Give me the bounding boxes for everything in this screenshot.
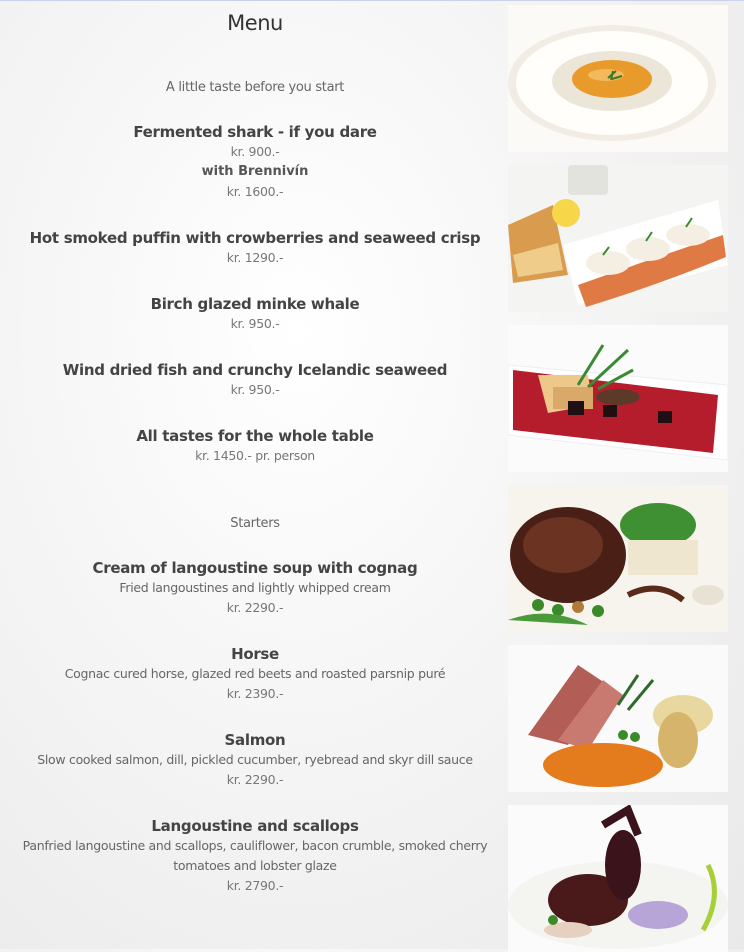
carpaccio-photo xyxy=(508,325,728,472)
soup-photo xyxy=(508,5,728,152)
dish-price: kr. 2290.- xyxy=(226,772,284,787)
menu-item-salmon xyxy=(10,730,500,790)
dish-option-name: with Brennivín xyxy=(201,164,309,179)
section-heading-starters: Starters xyxy=(230,516,280,531)
menu-item-langoustine-scallops xyxy=(10,816,500,896)
page-title: Menu xyxy=(227,11,283,35)
dish-description: Panfried langoustine and scallops, cauliflower, bacon crumble, smoked cherry tomatoes and lobster glaze xyxy=(22,838,488,873)
horse-photo xyxy=(508,645,728,792)
section-heading-before-start: A little taste before you start xyxy=(165,80,345,95)
dish-name: Wind dried fish and crunchy Icelandic seaweed xyxy=(62,361,448,379)
dish-name: Salmon xyxy=(224,731,286,749)
dish-name: Birch glazed minke whale xyxy=(150,295,360,313)
menu-item-wind-dried-fish xyxy=(10,360,500,400)
dish-description: Fried langoustines and lightly whipped cream xyxy=(119,580,391,595)
dish-name: Horse xyxy=(231,645,279,663)
top-border xyxy=(0,0,744,1)
menu-item-fermented-shark xyxy=(10,122,500,202)
dish-price: kr. 950.- xyxy=(230,382,280,397)
platter-photo xyxy=(508,165,728,312)
menu-item-horse xyxy=(10,644,500,704)
dish-price: kr. 1290.- xyxy=(226,250,284,265)
dish-name: Hot smoked puffin with crowberries and seaweed crisp xyxy=(29,229,481,247)
dish-price: kr. 950.- xyxy=(230,316,280,331)
menu-item-langoustine-soup xyxy=(10,558,500,618)
dish-option-price: kr. 1600.- xyxy=(226,184,284,199)
dish-price: kr. 2290.- xyxy=(226,600,284,615)
dish-description: Cognac cured horse, glazed red beets and roasted parsnip puré xyxy=(64,666,446,681)
dish-price: kr. 900.- xyxy=(230,144,280,159)
dish-price: kr. 2390.- xyxy=(226,686,284,701)
menu-item-minke-whale xyxy=(10,294,500,334)
dish-name: Langoustine and scallops xyxy=(151,817,359,835)
whale-photo xyxy=(508,485,728,632)
dish-price: kr. 2790.- xyxy=(226,878,284,893)
dish-name: Fermented shark - if you dare xyxy=(133,123,377,141)
dish-name: All tastes for the whole table xyxy=(136,427,374,445)
dish-name: Cream of langoustine soup with cognag xyxy=(92,559,418,577)
dish-description: Slow cooked salmon, dill, pickled cucumber, ryebread and skyr dill sauce xyxy=(37,752,473,767)
menu-item-all-tastes xyxy=(10,426,500,466)
scallops-photo xyxy=(508,805,728,952)
menu-item-smoked-puffin xyxy=(10,228,500,268)
dish-price: kr. 1450.- pr. person xyxy=(195,448,315,463)
